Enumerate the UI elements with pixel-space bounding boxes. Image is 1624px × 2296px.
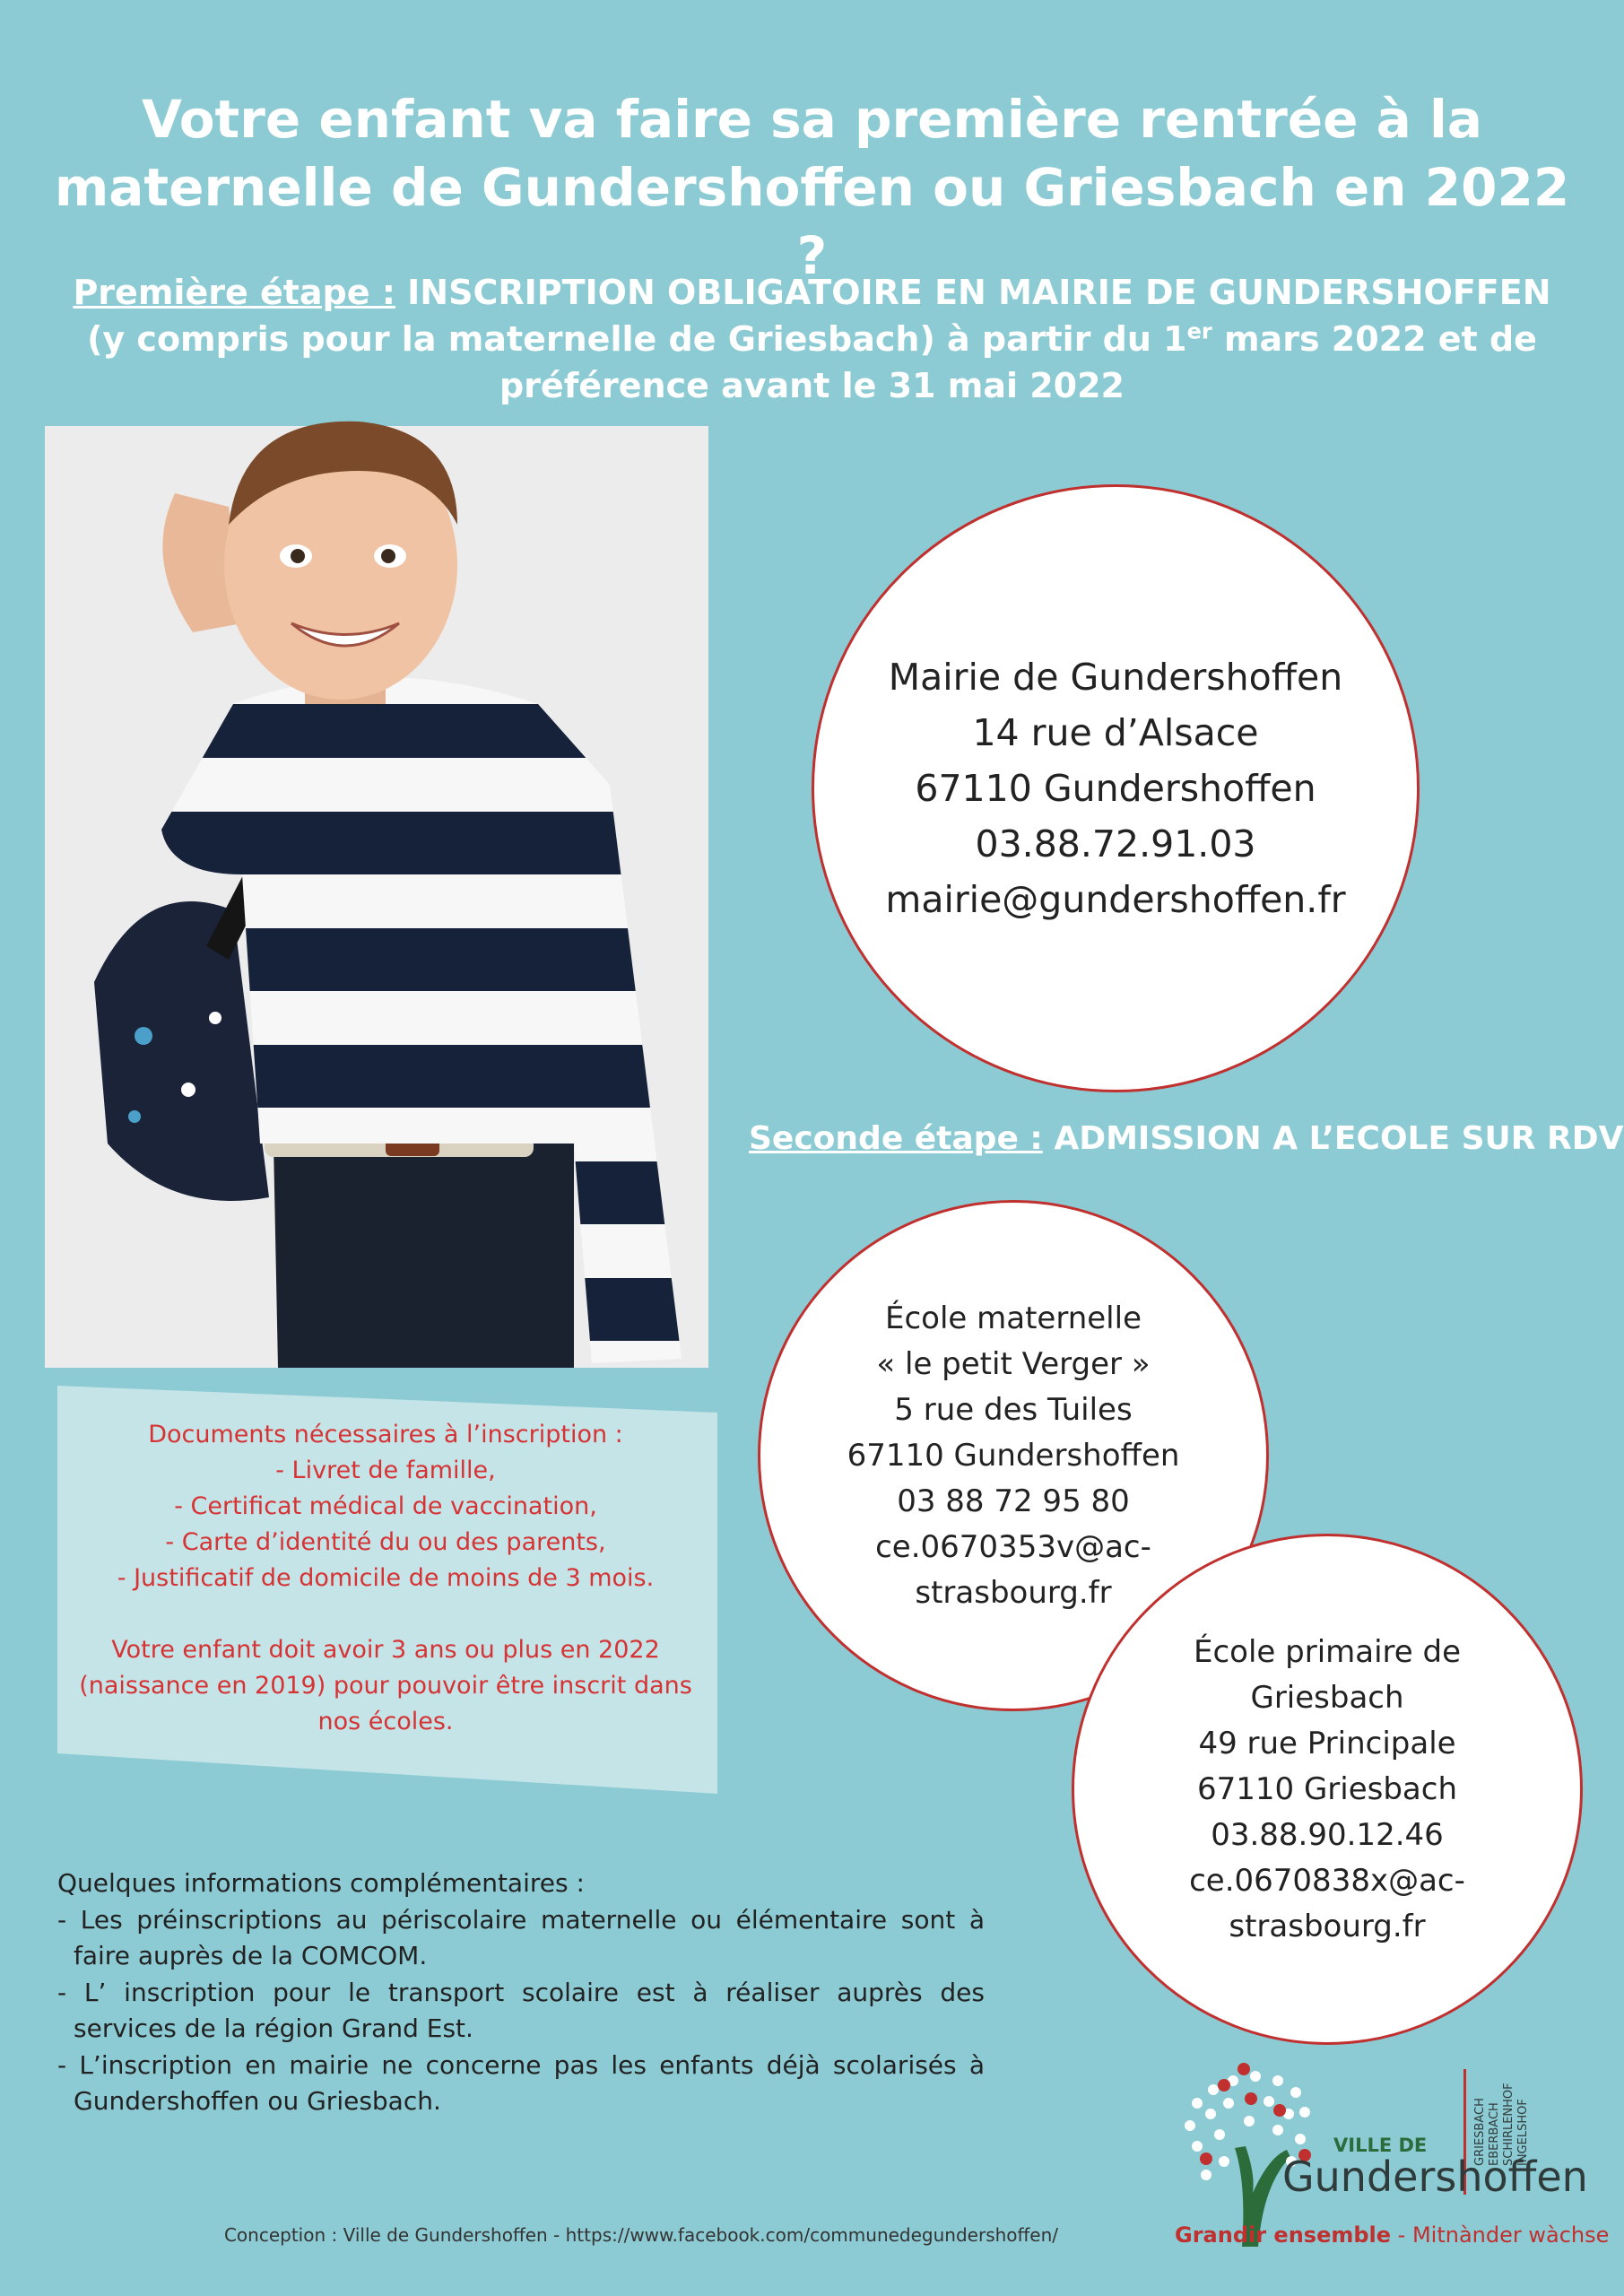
logo-town-name: Gundershoffen xyxy=(1282,2152,1588,2201)
ecole-maternelle-line2: « le petit Verger » xyxy=(876,1345,1151,1382)
age-note-line-1: Votre enfant doit avoir 3 ans ou plus en 2022 xyxy=(111,1636,660,1664)
step1-heading: INSCRIPTION OBLIGATOIRE EN MAIRIE DE GUNDERSHOFFEN xyxy=(407,273,1551,312)
slogan-main: Grandir ensemble xyxy=(1175,2222,1392,2248)
ecole-primaire-line1: École primaire de xyxy=(1193,1633,1461,1670)
mairie-contact-circle xyxy=(812,484,1420,1092)
ecole-primaire-street: 49 rue Principale xyxy=(1198,1725,1456,1761)
step2-label: Seconde étape : xyxy=(749,1120,1043,1157)
ecole-primaire-email-2[interactable]: strasbourg.fr xyxy=(1229,1908,1426,1944)
ecole-maternelle-line1: École maternelle xyxy=(884,1300,1142,1336)
age-note-line-3: nos écoles. xyxy=(317,1708,454,1735)
title-line-1: Votre enfant va faire sa première rentrée à la xyxy=(141,89,1483,150)
step1-line2-a: (y compris pour la maternelle de Griesbach) à partir du 1 xyxy=(87,319,1187,359)
ecole-primaire-city: 67110 Griesbach xyxy=(1196,1770,1458,1807)
logo-ville-de: VILLE DE xyxy=(1333,2135,1428,2156)
ecole-maternelle-city: 67110 Gundershoffen xyxy=(847,1437,1180,1474)
mairie-street: 14 rue d’Alsace xyxy=(972,711,1259,754)
slogan-alsatian: Mitnànder wàchse xyxy=(1411,2222,1610,2248)
mairie-email[interactable]: mairie@gundershoffen.fr xyxy=(885,878,1346,921)
logo-slogan xyxy=(1175,2222,1609,2248)
ecole-maternelle-street: 5 rue des Tuiles xyxy=(894,1391,1133,1428)
info-item: - Les préinscriptions au périscolaire maternelle ou élémentaire sont à faire auprès de la COMCOM. xyxy=(57,1904,985,1970)
mairie-name: Mairie de Gundershoffen xyxy=(888,656,1343,699)
documents-item: - Justificatif de domicile de moins de 3 mois. xyxy=(117,1564,655,1592)
step1-block xyxy=(63,269,1561,409)
ecole-maternelle-phone: 03 88 72 95 80 xyxy=(897,1483,1130,1519)
age-note-line-2: (naissance en 2019) pour pouvoir être inscrit dans xyxy=(79,1672,692,1700)
documents-item: - Certificat médical de vaccination, xyxy=(174,1492,597,1520)
complementary-info xyxy=(57,1866,985,2120)
info-item: - L’inscription en mairie ne concerne pas les enfants déjà scolarisés à Gundershoffen ou Griesbach. xyxy=(57,2049,985,2116)
mairie-phone: 03.88.72.91.03 xyxy=(975,822,1256,865)
logo-villages xyxy=(1471,2067,1539,2168)
logo-village-0: GRIESBACH xyxy=(1473,2098,1487,2166)
ecole-primaire-phone: 03.88.90.12.46 xyxy=(1211,1816,1444,1853)
step2-heading: ADMISSION A L’ECOLE SUR RDV xyxy=(1054,1120,1624,1157)
info-item: - L’ inscription pour le transport scolaire est à réaliser auprès des services de la région Grand Est. xyxy=(57,1977,985,2043)
slogan-separator: - xyxy=(1391,2222,1412,2248)
step1-line2-b: mars 2022 et de xyxy=(1211,319,1537,359)
step1-line2-sup: er xyxy=(1186,318,1212,344)
documents-item: - Carte d’identité du ou des parents, xyxy=(165,1528,606,1556)
step1-line2 xyxy=(63,316,1561,362)
logo-village-2: SCHIRLENHOF xyxy=(1502,2083,1515,2166)
child-photo xyxy=(36,408,717,1368)
logo-village-3: INGELSHOF xyxy=(1516,2099,1530,2166)
ecole-maternelle-email-1[interactable]: ce.0670353v@ac- xyxy=(875,1528,1151,1565)
documents-heading: Documents nécessaires à l’inscription : xyxy=(148,1421,623,1448)
ecole-maternelle-email-2[interactable]: strasbourg.fr xyxy=(915,1574,1112,1611)
logo-village-1: EBERBACH xyxy=(1488,2102,1501,2166)
ecole-primaire-line2: Griesbach xyxy=(1250,1679,1404,1716)
step1-line3: préférence avant le 31 mai 2022 xyxy=(499,366,1125,405)
mairie-city: 67110 Gundershoffen xyxy=(915,767,1316,810)
step1-label: Première étape : xyxy=(73,273,395,312)
step2-heading-block xyxy=(749,1117,1624,1161)
title-line-2: maternelle de Gundershoffen ou Griesbach en 2022 ? xyxy=(54,157,1570,286)
documents-box xyxy=(63,1417,708,1740)
page-title xyxy=(54,85,1570,290)
ecole-primaire-circle xyxy=(1072,1534,1583,2045)
documents-item: - Livret de famille, xyxy=(275,1457,496,1484)
ecole-primaire-email-1[interactable]: ce.0670838x@ac- xyxy=(1189,1862,1465,1899)
footer-credit: Conception : Ville de Gundershoffen - https://www.facebook.com/communedegundershoffen/ xyxy=(223,2224,1059,2246)
info-heading: Quelques informations complémentaires : xyxy=(57,1868,585,1898)
